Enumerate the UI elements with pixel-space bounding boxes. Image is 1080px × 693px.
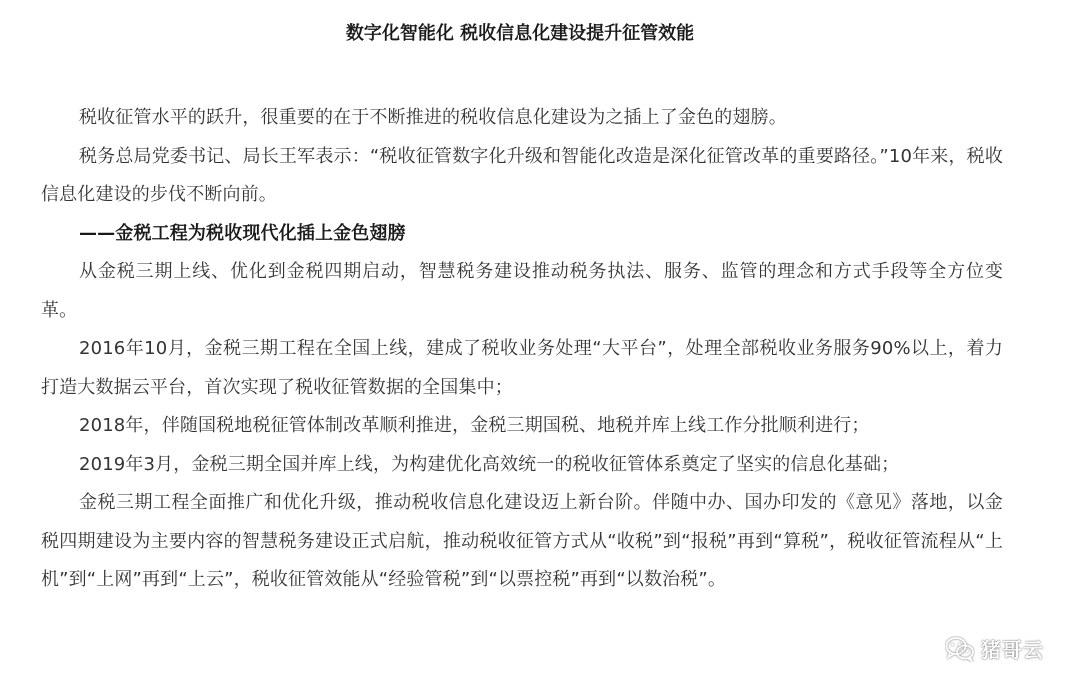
paragraph-intro: 税收征管水平的跃升，很重要的在于不断推进的税收信息化建设为之插上了金色的翅膀。 bbox=[79, 107, 787, 128]
article-title: 数字化智能化 税收信息化建设提升征管效能 bbox=[345, 23, 695, 44]
paragraph-2016: 2016年10月，金税三期工程在全国上线，建成了税收业务处理“大平台”，处理全部税收业务服务90%以上，着力打造大数据云平台，首次实现了税收征管数据的全国集中； bbox=[41, 338, 1003, 398]
watermark bbox=[945, 634, 1044, 663]
paragraph-golden-tax-four: 金税三期工程全面推广和优化升级，推动税收信息化建设迈上新台阶。伴随中办、国办印发的《意见》落地，以金税四期建设为主要内容的智慧税务建设正式启航，推动税收征管方式从“收税”到“报税”再到“算税”，税收征管流程从“上机”到“上网”再到“上云”，税收征管效能从“经验管税”到“以票控税”再到“以数治税”。 bbox=[41, 492, 1003, 590]
article-body bbox=[41, 99, 1003, 600]
section-subheading: ——金税工程为税收现代化插上金色翅膀 bbox=[79, 222, 406, 244]
wechat-icon bbox=[945, 636, 975, 662]
paragraph-2018: 2018年，伴随国税地税征管体制改革顺利推进，金税三期国税、地税并库上线工作分批顺利进行； bbox=[79, 415, 870, 436]
watermark-text: 猪哥云 bbox=[981, 638, 1044, 662]
paragraph-golden-tax-overview: 从金税三期上线、优化到金税四期启动，智慧税务建设推动税务执法、服务、监管的理念和方式手段等全方位变革。 bbox=[41, 261, 1003, 321]
paragraph-quote: 税务总局党委书记、局长王军表示：“税收征管数字化升级和智能化改造是深化征管改革的重要路径。”10年来，税收信息化建设的步伐不断向前。 bbox=[41, 145, 1003, 205]
paragraph-2019: 2019年3月，金税三期全国并库上线，为构建优化高效统一的税收征管体系奠定了坚实的信息化基础； bbox=[79, 453, 900, 475]
